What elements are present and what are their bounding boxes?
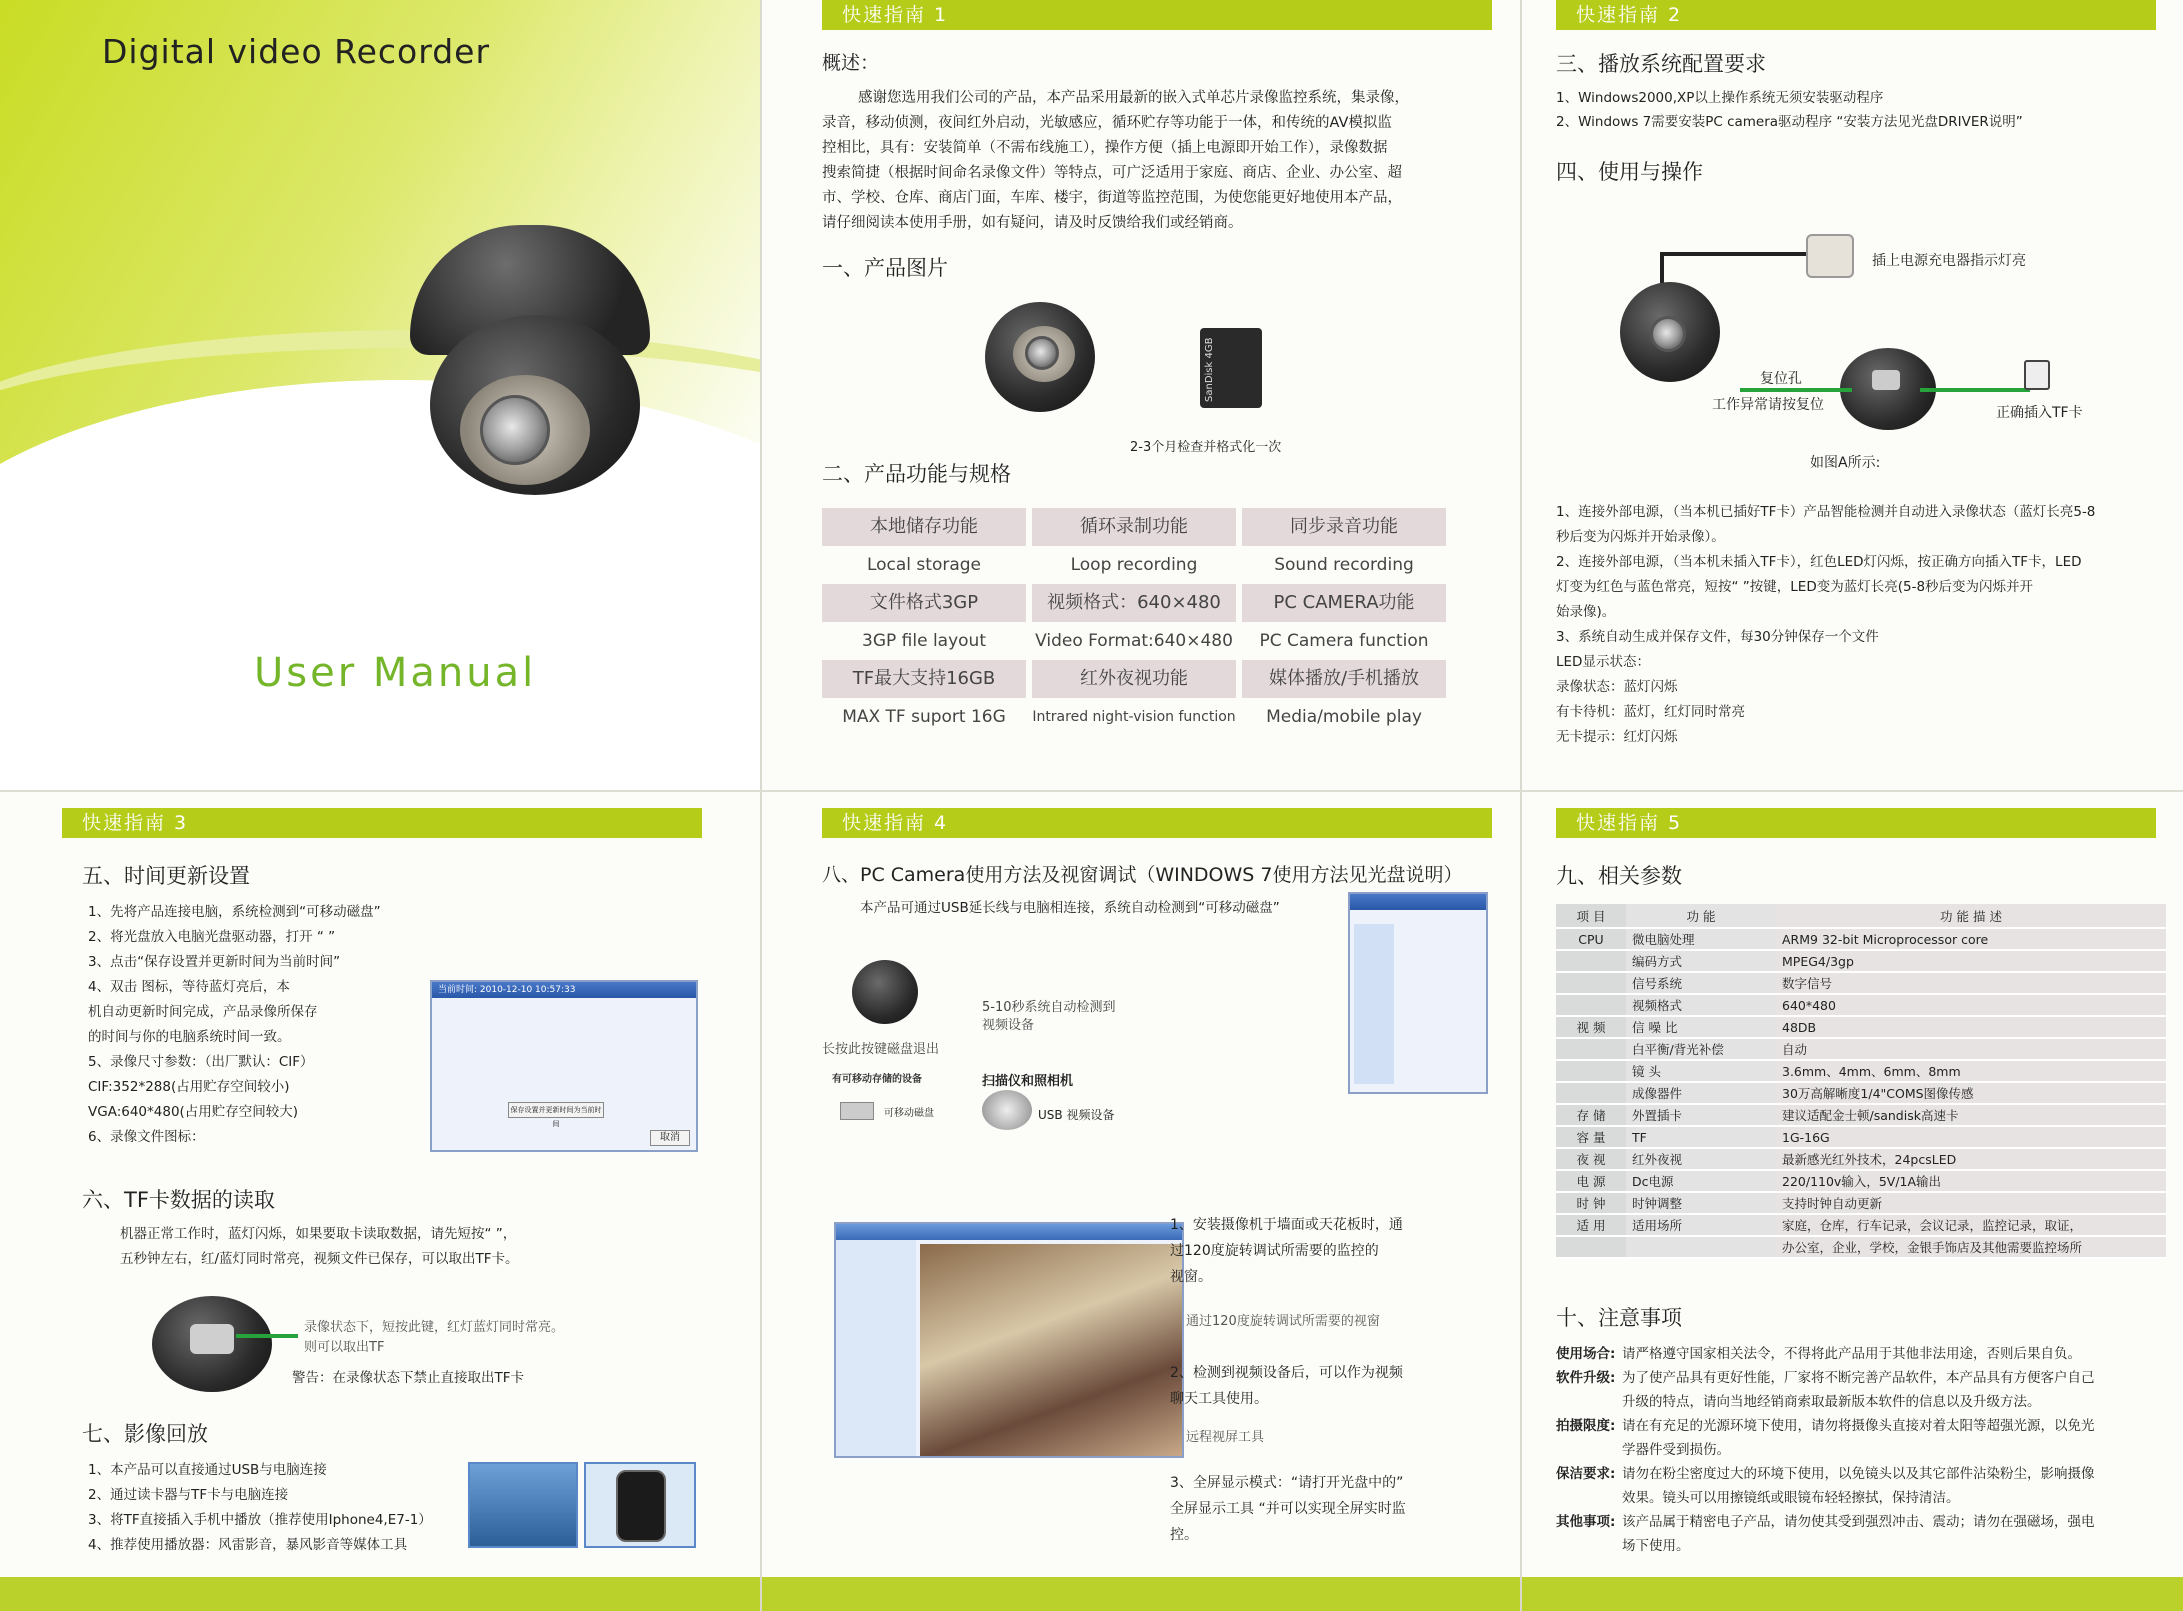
params-cell: MPEG4/3gp xyxy=(1776,950,2166,972)
params-cell: 640*480 xyxy=(1776,994,2166,1016)
feature-cn: 循环录制功能 xyxy=(1032,508,1236,546)
note-item xyxy=(1556,1414,2176,1462)
params-cell: 电 源 xyxy=(1556,1170,1626,1192)
params-cell: 白平衡/背光补偿 xyxy=(1626,1038,1776,1060)
step-line: 有卡待机：蓝灯，红灯同时常亮 xyxy=(1556,704,1745,720)
feature-row xyxy=(822,584,1452,622)
playback-line: 2、通过读卡器与TF卡与电脑连接 xyxy=(88,1487,289,1503)
pc-camera-intro: 本产品可通过USB延长线与电脑相连接，系统自动检测到“可移动磁盘” xyxy=(860,900,1280,916)
feature-table xyxy=(822,508,1452,736)
warning-text: 警告：在录像状态下禁止直接取出TF卡 xyxy=(292,1370,525,1386)
time-step: 1、先将产品连接电脑，系统检测到“可移动磁盘” xyxy=(88,904,381,920)
camera-feed-image xyxy=(920,1244,1182,1456)
usb-video-label: USB 视频设备 xyxy=(1038,1108,1115,1122)
feature-cn: 同步录音功能 xyxy=(1242,508,1446,546)
fold-line xyxy=(1520,0,1522,1611)
step-line: 3、系统自动生成并保存文件，每30分钟保存一个文件 xyxy=(1556,629,1879,645)
playback-line: 1、本产品可以直接通过USB与电脑连接 xyxy=(88,1462,327,1478)
step-line: 录像状态：蓝灯闪烁 xyxy=(1556,679,1678,695)
params-cell: 信号系统 xyxy=(1626,972,1776,994)
removable-disk-label: 可移动磁盘 xyxy=(884,1108,934,1119)
params-cell: 数字信号 xyxy=(1776,972,2166,994)
system-list xyxy=(1556,86,2023,134)
note-value xyxy=(1622,1366,2095,1414)
feature-en: Local storage xyxy=(866,555,982,575)
guide-3-bar: 快速指南 3 xyxy=(62,808,702,838)
params-cell: 红外夜视 xyxy=(1626,1148,1776,1170)
reset-hint: 工作异常请按复位 xyxy=(1712,397,1824,413)
note-line: 学器件受到损伤。 xyxy=(1622,1442,1730,1458)
format-note: 2-3个月检查并格式化一次 xyxy=(1130,440,1282,455)
camera-usb-image xyxy=(852,960,918,1024)
cover-subtitle: User Manual xyxy=(254,650,537,696)
tf-line: 机器正常工作时，蓝灯闪烁，如果要取卡读取数据，请先短按“ ”， xyxy=(120,1226,517,1242)
note-value xyxy=(1622,1414,2095,1462)
params-cell: 存 储 xyxy=(1556,1104,1626,1126)
bottom-strip xyxy=(0,1577,2183,1611)
usb-camera-icon xyxy=(982,1090,1032,1130)
params-cell: 视 频 xyxy=(1556,1016,1626,1038)
sd-card-label: SanDisk 4GB xyxy=(1204,337,1215,402)
overview-line: 请仔细阅读本使用手册，如有疑问，请及时反馈给我们或经销商。 xyxy=(822,215,1243,231)
params-row xyxy=(1556,1060,2166,1082)
params-cell: 220/110v输入，5V/1A输出 xyxy=(1776,1170,2166,1192)
params-cell: 最新感光红外技术，24pcsLED xyxy=(1776,1148,2166,1170)
note-key: 软件升级: xyxy=(1556,1370,1616,1386)
params-header-cell: 项 目 xyxy=(1556,904,1626,928)
feature-cn: 红外夜视功能 xyxy=(1032,660,1236,698)
feature-en: Loop recording xyxy=(1070,555,1198,575)
time-step: 的时间与你的电脑系统时间一致。 xyxy=(88,1029,291,1045)
note-key: 保洁要求: xyxy=(1556,1466,1616,1482)
detect-label: 5-10秒系统自动检测到 xyxy=(982,1000,1116,1015)
power-adapter-icon xyxy=(1806,234,1854,278)
params-cell: 支持时钟自动更新 xyxy=(1776,1192,2166,1214)
sd-card-image xyxy=(1200,328,1262,408)
note-value xyxy=(1622,1342,2081,1366)
params-cell: 信 噪 比 xyxy=(1626,1016,1776,1038)
time-step: 机自动更新时间完成，产品录像所保存 xyxy=(88,1004,318,1020)
note-key: 使用场合: xyxy=(1556,1346,1616,1362)
note-line: 该产品属于精密电子产品，请勿使其受到强烈冲击、震动；请勿在强磁场，强电 xyxy=(1622,1514,2095,1530)
cancel-button[interactable]: 取消 xyxy=(650,1130,690,1146)
note-key: 拍摄限度: xyxy=(1556,1418,1616,1434)
playback-line: 4、推荐使用播放器：风雷影音，暴风影音等媒体工具 xyxy=(88,1537,408,1553)
phone-image xyxy=(584,1462,696,1548)
params-cell xyxy=(1556,1038,1626,1060)
laptop-image xyxy=(468,1462,578,1548)
params-cell xyxy=(1556,1082,1626,1104)
feature-cn: 本地储存功能 xyxy=(822,508,1026,546)
params-cell: 30万高解晰度1/4"COMS图像传感 xyxy=(1776,1082,2166,1104)
note-key: 其他事项: xyxy=(1556,1514,1616,1530)
guide-1-bar: 快速指南 1 xyxy=(822,0,1492,30)
tf-line: 五秒钟左右，红/蓝灯同时常亮，视频文件已保存，可以取出TF卡。 xyxy=(120,1251,519,1267)
overview-line: 感谢您选用我们公司的产品，本产品采用最新的嵌入式单芯片录像监控系统，集录像， xyxy=(858,90,1409,106)
params-row xyxy=(1556,972,2166,994)
system-heading: 三、播放系统配置要求 xyxy=(1556,52,1766,76)
step-line: 无卡提示：红灯闪烁 xyxy=(1556,729,1678,745)
step-line: 1、连接外部电源，（当本机已插好TF卡）产品智能检测并自动进入录像状态（蓝灯长亮5-8 xyxy=(1556,504,2096,520)
feature-en: 3GP file layout xyxy=(862,631,986,651)
tf-note: 录像状态下，短按此键，红灯蓝灯同时常亮。 xyxy=(304,1320,565,1335)
params-cell: 适用场所 xyxy=(1626,1214,1776,1236)
scanner-label: 扫描仪和照相机 xyxy=(982,1074,1074,1089)
overview-line: 录音，移动侦测，夜间红外启动，光敏感应，循环贮存等功能于一体，和传统的AV模拟监 xyxy=(822,115,1392,131)
use-heading: 四、使用与操作 xyxy=(1556,160,1703,184)
figure-caption: 如图A所示: xyxy=(1810,455,1881,471)
step-line: 始录像)。 xyxy=(1556,604,1616,620)
my-computer-window xyxy=(1348,892,1488,1094)
feature-cn: PC CAMERA功能 xyxy=(1242,584,1446,622)
params-cell: 适 用 xyxy=(1556,1214,1626,1236)
product-camera-image xyxy=(985,302,1095,427)
time-step: 3、点击“保存设置并更新时间为当前时间” xyxy=(88,954,341,970)
params-cell: 成像器件 xyxy=(1626,1082,1776,1104)
note-value xyxy=(1622,1510,2095,1558)
operation-steps xyxy=(1556,500,2095,750)
overview-text xyxy=(822,86,1502,236)
params-cell: TF xyxy=(1626,1126,1776,1148)
guide-4-panel xyxy=(760,790,1520,1611)
params-row xyxy=(1556,1214,2166,1236)
params-cell: 微电脑处理 xyxy=(1626,928,1776,950)
feature-en: Sound recording xyxy=(1274,555,1414,575)
params-row xyxy=(1556,950,2166,972)
feature-cn: 视频格式：640×480 xyxy=(1032,584,1236,622)
pc-step-line: 过120度旋转调试所需要的监控的 xyxy=(1170,1243,1379,1259)
params-row xyxy=(1556,1148,2166,1170)
params-cell: 办公室，企业，学校，金银手饰店及其他需要监控场所 xyxy=(1776,1236,2166,1258)
params-header-row xyxy=(1556,904,2166,928)
time-settings-window xyxy=(430,980,698,1152)
note-line: 请严格遵守国家相关法令，不得将此产品用于其他非法用途，否则后果自负。 xyxy=(1622,1346,2081,1362)
params-row xyxy=(1556,1170,2166,1192)
removable-disk-icon xyxy=(840,1102,874,1120)
overview-line: 市、学校、仓库、商店门面，车库、楼宇，街道等监控范围，为使您能更好地使用本产品， xyxy=(822,190,1402,206)
overview-line: 搜索简捷（根据时间命名录像文件）等特点，可广泛适用于家庭、商店、企业、办公室、超 xyxy=(822,165,1402,181)
note-line: 为了使产品具有更好性能，厂家将不断完善产品软件，本产品具有方便客户自己 xyxy=(1622,1370,2095,1386)
note-line: 升级的特点，请向当地经销商索取最新版本软件的信息以及升级方法。 xyxy=(1622,1394,2041,1410)
feature-cn: 文件格式3GP xyxy=(822,584,1026,622)
pc-step-line: 聊天工具使用。 xyxy=(1170,1391,1268,1407)
note-line: 请勿在粉尘密度过大的环境下使用，以免镜头以及其它部件沾染粉尘，影响摄像 xyxy=(1622,1466,2095,1482)
cover-panel xyxy=(0,0,760,790)
params-row xyxy=(1556,1082,2166,1104)
params-cell: 1G-16G xyxy=(1776,1126,2166,1148)
overview-heading: 概述： xyxy=(822,52,880,74)
params-cell: 时 钟 xyxy=(1556,1192,1626,1214)
params-heading: 九、相关参数 xyxy=(1556,864,1682,888)
pc-step-1 xyxy=(1170,1212,1403,1290)
params-header-cell: 功 能 xyxy=(1626,904,1776,928)
params-cell: CPU xyxy=(1556,928,1626,950)
params-cell: 3.6mm、4mm、6mm、8mm xyxy=(1776,1060,2166,1082)
params-row xyxy=(1556,1038,2166,1060)
playback-heading: 七、影像回放 xyxy=(82,1422,208,1446)
playback-line: 3、将TF直接插入手机中播放（推荐使用Iphone4,E7-1） xyxy=(88,1512,432,1528)
feature-en: Media/mobile play xyxy=(1266,707,1422,727)
params-cell xyxy=(1556,950,1626,972)
note-value xyxy=(1622,1462,2095,1510)
feature-row xyxy=(822,660,1452,698)
removable-devices-label: 有可移动存储的设备 xyxy=(832,1074,922,1085)
params-row xyxy=(1556,1126,2166,1148)
step-line: 2、连接外部电源，（当本机未插入TF卡），红色LED灯闪烁，按正确方向插入TF卡，LED xyxy=(1556,554,2082,570)
tf-text xyxy=(120,1222,519,1272)
params-cell: 镜 头 xyxy=(1626,1060,1776,1082)
step-line: LED显示状态： xyxy=(1556,654,1650,670)
playback-steps xyxy=(88,1458,432,1558)
camera-button-image xyxy=(152,1296,272,1396)
params-cell xyxy=(1626,1236,1776,1258)
notes-heading: 十、注意事项 xyxy=(1556,1306,1682,1330)
feature-cn: 媒体播放/手机播放 xyxy=(1242,660,1446,698)
cover-title: Digital video Recorder xyxy=(102,32,491,71)
params-row xyxy=(1556,1192,2166,1214)
params-row xyxy=(1556,1016,2166,1038)
params-cell xyxy=(1556,1060,1626,1082)
connection-diagram xyxy=(1620,220,2140,440)
params-cell: 自动 xyxy=(1776,1038,2166,1060)
rotation-note: 通过120度旋转调试所需要的视窗 xyxy=(1186,1314,1380,1329)
note-item xyxy=(1556,1342,2176,1366)
system-line: 2、Windows 7需要安装PC camera驱动程序 “安装方法见光盘DRIVER说明” xyxy=(1556,114,2023,130)
tf-card-icon xyxy=(2024,360,2050,390)
time-heading: 五、时间更新设置 xyxy=(82,864,250,888)
pc-step-line: 视窗。 xyxy=(1170,1269,1212,1285)
params-cell: 建议适配金士顿/sandisk高速卡 xyxy=(1776,1104,2166,1126)
step-line: 秒后变为闪烁并开始录像）。 xyxy=(1556,529,1725,545)
params-cell: 家庭，仓库，行车记录，会议记录，监控记录，取证， xyxy=(1776,1214,2166,1236)
feature-en: Intrared night-vision function xyxy=(1032,709,1236,725)
window-titlebar: 当前时间: 2010-12-10 10:57:33 xyxy=(432,982,696,998)
pc-step-2 xyxy=(1170,1360,1403,1412)
pc-step-line: 全屏显示工具 “并可以实现全屏实时监 xyxy=(1170,1501,1406,1517)
overview-line: 控相比，具有：安装简单（不需布线施工），操作方便（插上电源即开始工作），录像数据 xyxy=(822,140,1388,156)
pc-step-3 xyxy=(1170,1470,1406,1548)
params-row xyxy=(1556,928,2166,950)
params-row xyxy=(1556,1104,2166,1126)
notes-list xyxy=(1556,1342,2176,1558)
tf-insert-label: 正确插入TF卡 xyxy=(1996,405,2083,421)
guide-2-bar: 快速指南 2 xyxy=(1556,0,2156,30)
tf-heading: 六、TF卡数据的读取 xyxy=(82,1188,275,1212)
pc-step-line: 2、检测到视频设备后，可以作为视频 xyxy=(1170,1365,1403,1381)
remote-video-note: 远程视屏工具 xyxy=(1186,1430,1265,1445)
note-line: 效果。镜头可以用擦镜纸或眼镜布轻轻擦拭，保持清洁。 xyxy=(1622,1490,1960,1506)
note-item xyxy=(1556,1510,2176,1558)
pc-step-line: 控。 xyxy=(1170,1527,1198,1543)
power-label: 插上电源充电器指示灯亮 xyxy=(1872,253,2026,269)
guide-2-panel xyxy=(1520,0,2183,790)
pc-step-line: 1、安装摄像机于墙面或天花板时，通 xyxy=(1170,1217,1403,1233)
params-row xyxy=(1556,994,2166,1016)
feature-row xyxy=(822,698,1452,736)
guide-4-bar: 快速指南 4 xyxy=(822,808,1492,838)
time-step: 2、将光盘放入电脑光盘驱动器，打开 “ ” xyxy=(88,929,336,945)
guide-3-panel xyxy=(0,790,760,1611)
params-cell: 视频格式 xyxy=(1626,994,1776,1016)
params-table xyxy=(1556,904,2166,1259)
feature-row xyxy=(822,622,1452,660)
guide-5-bar: 快速指南 5 xyxy=(1556,808,2156,838)
detect-label-2: 视频设备 xyxy=(982,1018,1035,1033)
note-line: 请在有充足的光源环境下使用，请勿将摄像头直接对着太阳等超强光源，以免光 xyxy=(1622,1418,2095,1434)
note-line: 场下使用。 xyxy=(1622,1538,1690,1554)
tf-note-2: 则可以取出TF xyxy=(304,1340,385,1355)
feature-en: PC Camera function xyxy=(1259,631,1429,651)
time-step: CIF:352*288(占用贮存空间较小) xyxy=(88,1079,290,1095)
time-steps xyxy=(88,900,381,1150)
feature-row xyxy=(822,546,1452,584)
guide-1-panel xyxy=(760,0,1520,790)
save-time-button[interactable]: 保存设置并更新时间为当前时间 xyxy=(508,1102,604,1118)
reset-label: 复位孔 xyxy=(1760,371,1802,387)
note-item xyxy=(1556,1462,2176,1510)
feature-en: Video Format:640×480 xyxy=(1035,631,1233,651)
time-step: 5、录像尺寸参数：（出厂默认：CIF） xyxy=(88,1054,314,1070)
fold-line xyxy=(760,0,762,1611)
pc-step-line: 3、全屏显示模式：“请打开光盘中的” xyxy=(1170,1475,1404,1491)
horizontal-fold-line xyxy=(0,790,2183,792)
params-cell: Dc电源 xyxy=(1626,1170,1776,1192)
params-row xyxy=(1556,1236,2166,1258)
feature-en: MAX TF suport 16G xyxy=(842,707,1006,727)
step-line: 灯变为红色与蓝色常亮，短按“ ”按键，LED变为蓝灯长亮(5-8秒后变为闪烁并开 xyxy=(1556,579,2034,595)
feature-row xyxy=(822,508,1452,546)
params-header-cell: 功 能 描 述 xyxy=(1776,904,2166,928)
time-step: 6、录像文件图标： xyxy=(88,1129,205,1145)
system-line: 1、Windows2000,XP以上操作系统无须安装驱动程序 xyxy=(1556,90,1884,106)
camera-feed-window xyxy=(834,1222,1184,1458)
note-item xyxy=(1556,1366,2176,1414)
pc-camera-heading: 八、PC Camera使用方法及视窗调试（WINDOWS 7使用方法见光盘说明） xyxy=(822,864,1463,886)
time-step: VGA:640*480(占用贮存空间较大) xyxy=(88,1104,299,1120)
params-cell xyxy=(1556,972,1626,994)
params-cell: 容 量 xyxy=(1556,1126,1626,1148)
params-cell: 外置插卡 xyxy=(1626,1104,1776,1126)
time-step: 4、双击 图标，等待蓝灯亮后，本 xyxy=(88,979,290,995)
params-cell: 夜 视 xyxy=(1556,1148,1626,1170)
guide-5-panel xyxy=(1520,790,2183,1611)
params-cell xyxy=(1556,1236,1626,1258)
params-cell: 48DB xyxy=(1776,1016,2166,1038)
params-cell: 编码方式 xyxy=(1626,950,1776,972)
dome-camera-image xyxy=(400,225,660,495)
pictures-heading: 一、产品图片 xyxy=(822,256,948,280)
long-press-label: 长按此按键磁盘退出 xyxy=(822,1042,940,1057)
params-cell: ARM9 32-bit Microprocessor core xyxy=(1776,928,2166,950)
params-cell: 时钟调整 xyxy=(1626,1192,1776,1214)
params-cell xyxy=(1556,994,1626,1016)
features-heading: 二、产品功能与规格 xyxy=(822,462,1011,486)
feature-cn: TF最大支持16GB xyxy=(822,660,1026,698)
params-body xyxy=(1556,928,2166,1258)
